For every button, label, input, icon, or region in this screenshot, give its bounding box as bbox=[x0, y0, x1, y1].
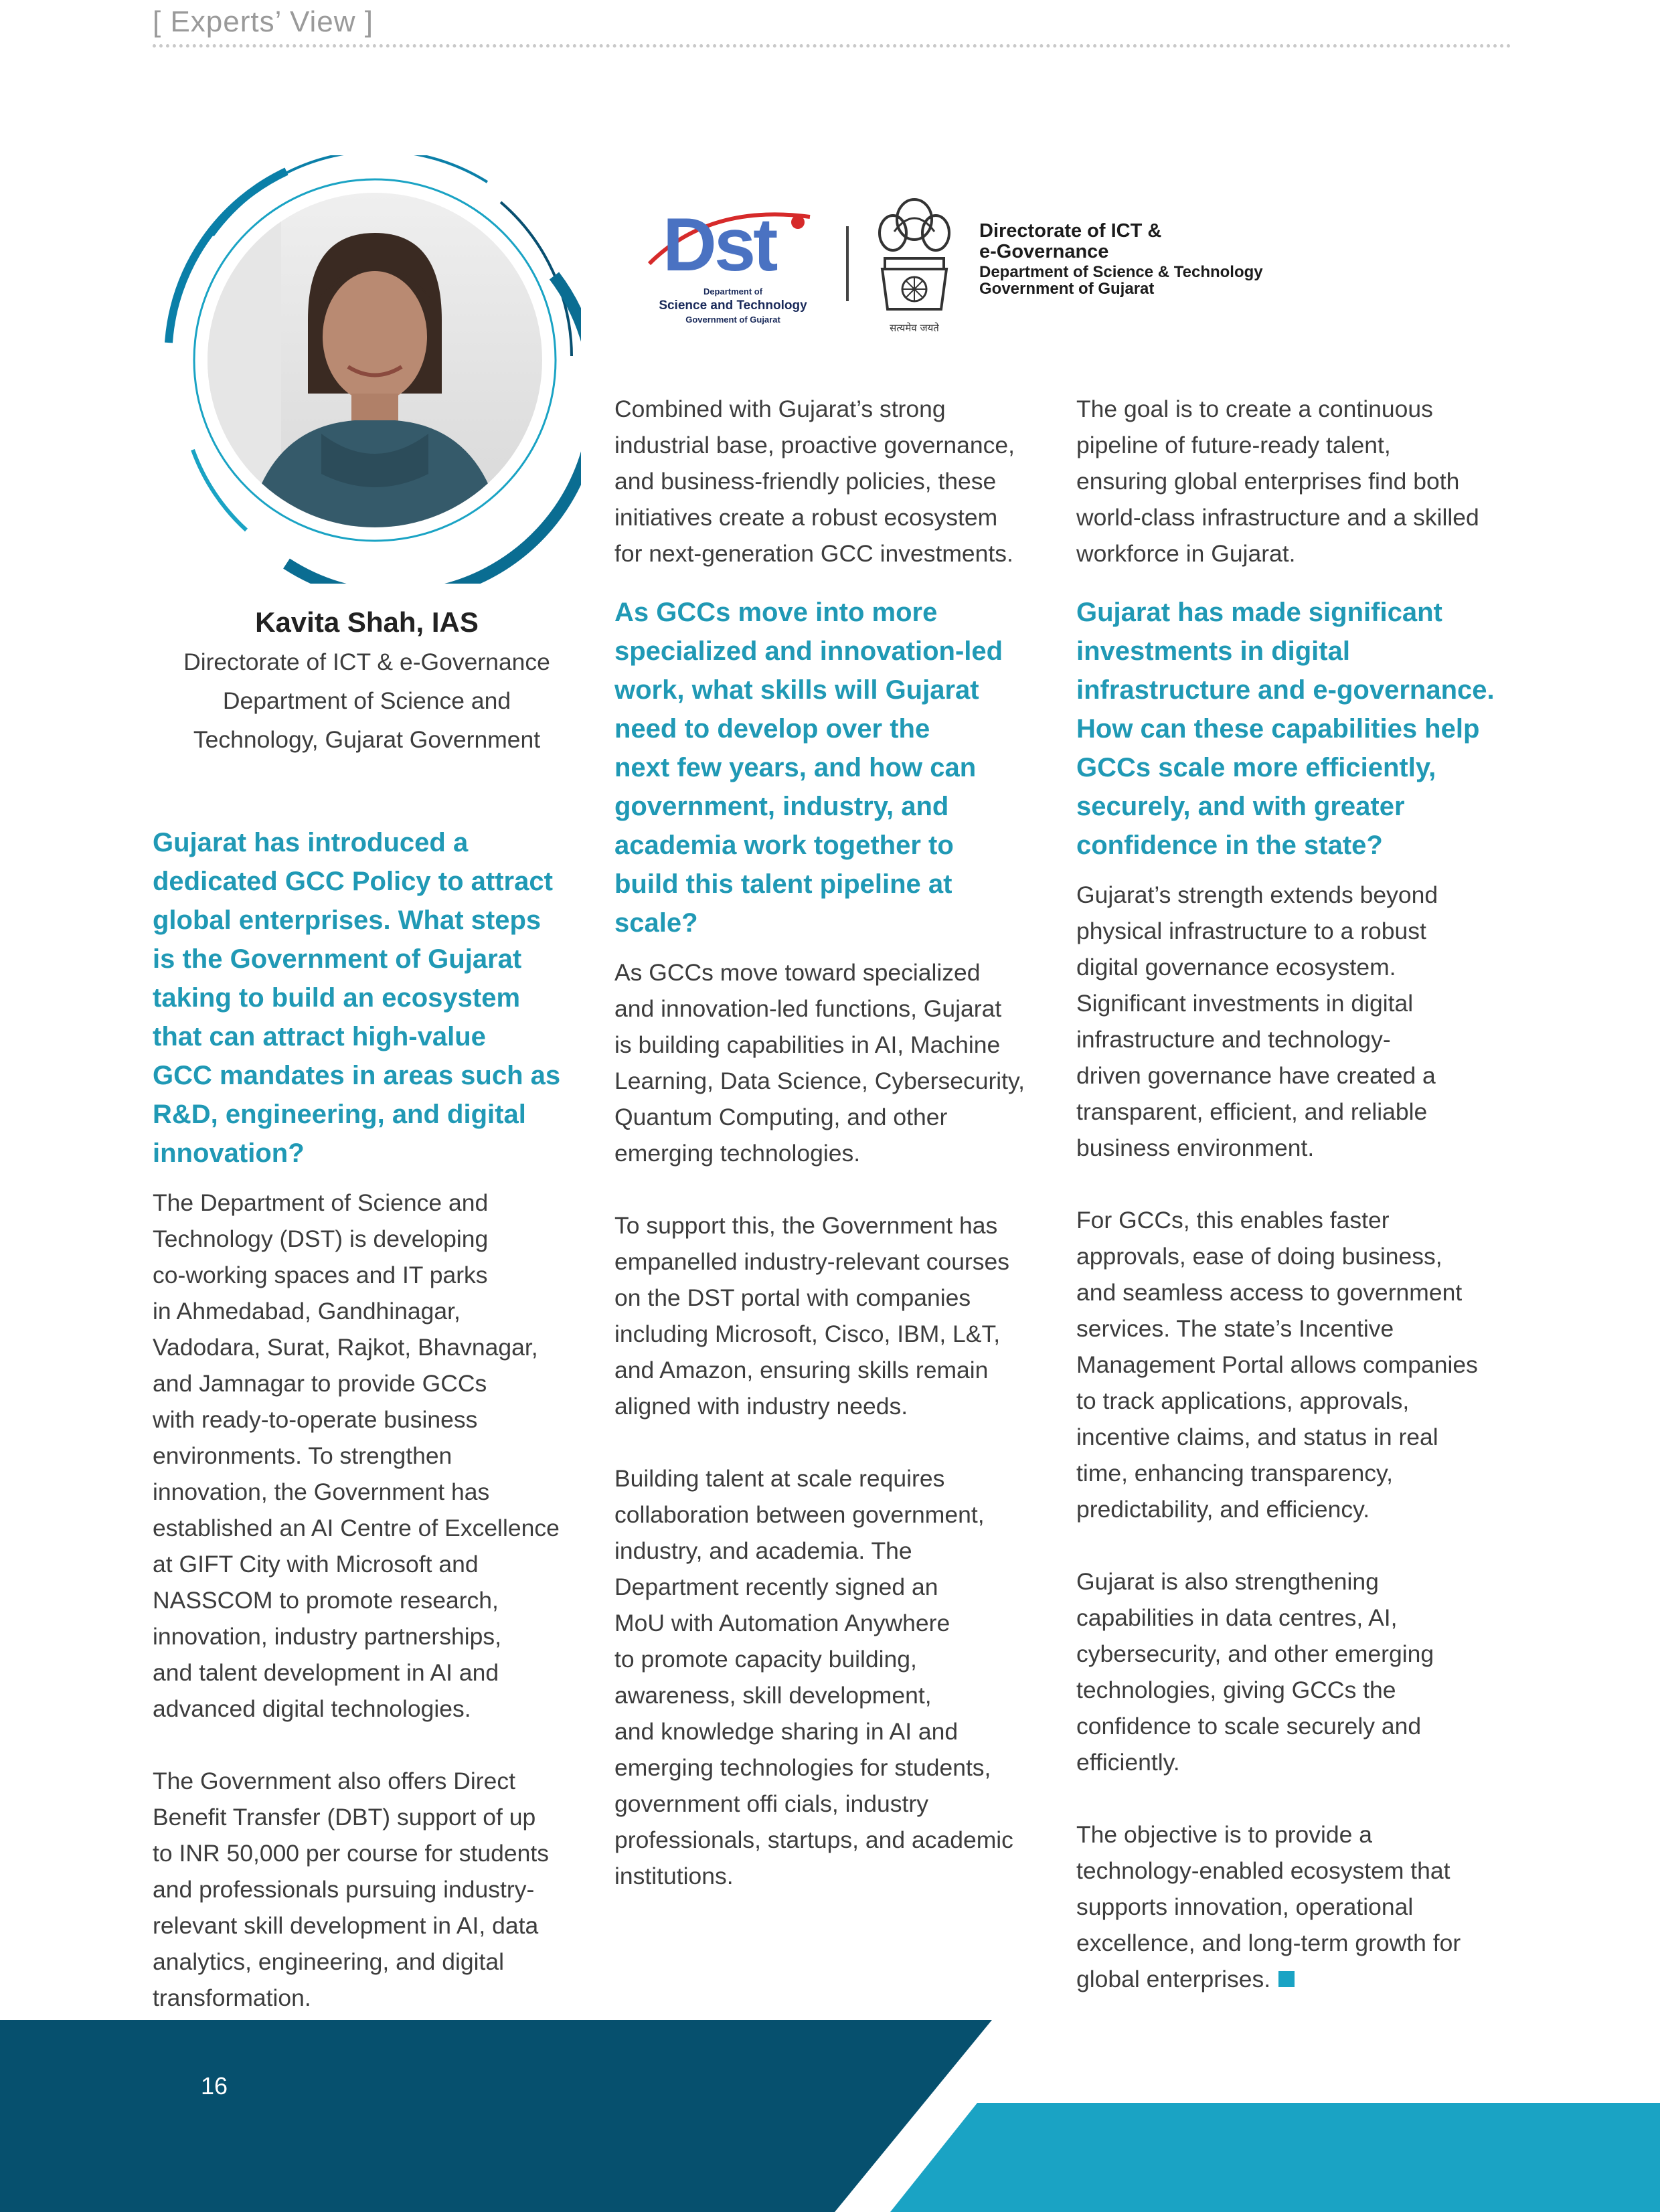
dst-logo bbox=[643, 190, 823, 337]
col3-paragraph-3: Gujarat is also strengthening capabilities in data centres, AI, cybersecurity, and other emerging technologies, giving GCCs the confidence to scale securely and efficiently. bbox=[1076, 1568, 1434, 1776]
portrait bbox=[153, 155, 581, 584]
footer-bands bbox=[0, 2020, 1660, 2212]
org-line-4: Government of Gujarat bbox=[979, 280, 1155, 298]
col2-paragraph-0: Combined with Gujarat’s strong industrial base, proactive governance, and business-friendly policies, these initiatives create a robust ecosystem for next-generation GCC investments. bbox=[614, 396, 1015, 567]
logo-divider bbox=[846, 226, 849, 301]
column-2 bbox=[614, 391, 1056, 1894]
ashoka-emblem-icon bbox=[874, 191, 954, 319]
author-bio bbox=[153, 602, 581, 759]
end-of-article-mark bbox=[1278, 1971, 1295, 1987]
col3-paragraph-1: Gujarat’s strength extends beyond physical infrastructure to a robust digital governance ecosystem. Significant investments in digital infrastructure and technology- driven governance have created a transparent, efficient, and reliable business environment. bbox=[1076, 881, 1438, 1161]
dst-caption-2: Science and Technology bbox=[659, 299, 807, 313]
org-line-1: Directorate of ICT & bbox=[979, 220, 1162, 242]
portrait-photo bbox=[208, 193, 542, 527]
col2-paragraph-3: Building talent at scale requires collaboration between government, industry, and academia. The Department recently signed an MoU with Automation Anywhere to promote capacity building, awareness, skill development, and knowledge sharing in AI and emerging technologies for students, government offi cials, industry professionals, startups, and academic institutions. bbox=[614, 1465, 1013, 1889]
author-line-1: Directorate of ICT & e-Governance bbox=[183, 649, 550, 675]
footer-dark-band bbox=[0, 2020, 992, 2212]
author-line-2: Department of Science and bbox=[222, 687, 511, 714]
col2-paragraph-2: To support this, the Government has empanelled industry-relevant courses on the DST portal with companies including Microsoft, Cisco, IBM, L&T, and Amazon, ensuring skills remain aligned with industry needs. bbox=[614, 1212, 1009, 1420]
section-tag: [ Experts’ View ] bbox=[153, 5, 374, 38]
dst-caption-3: Government of Gujarat bbox=[685, 315, 780, 325]
logo-area bbox=[643, 190, 1299, 337]
dst-caption-1: Department of bbox=[703, 286, 763, 296]
question-2: As GCCs move into more specialized and innovation-led work, what skills will Gujarat need to develop over the next few years, and how can government, industry, and academia work together to build this talent pipeline at scale? bbox=[614, 598, 1003, 938]
col2-paragraph-1: As GCCs move toward specialized and innovation-led functions, Gujarat is building capabilities in AI, Machine Learning, Data Science, Cybersecurity, Quantum Computing, and other emerging technologies. bbox=[614, 959, 1025, 1167]
col1-paragraph-1: The Department of Science and Technology (DST) is developing co-working spaces and IT parks in Ahmedabad, Gandhinagar, Vadodara, Surat, Rajkot, Bhavnagar, and Jamnagar to provide GCCs with ready-to-operate business environments. To strengthen innovation, the Government has established an AI Centre of Excellence at GIFT City with Microsoft and NASSCOM to promote research, innovation, industry partnerships, and talent development in AI and advanced digital technologies. bbox=[153, 1189, 560, 1722]
org-line-2: e-Governance bbox=[979, 241, 1109, 262]
dst-wordmark: Dst bbox=[663, 203, 776, 286]
question-3: Gujarat has made significant investments in digital infrastructure and e-governance. How can these capabilities help GCCs scale more efficiently, securely, and with greater confidence in the state? bbox=[1076, 598, 1495, 860]
col3-paragraph-4 bbox=[1076, 1816, 1518, 1997]
author-name: Kavita Shah, IAS bbox=[255, 606, 479, 638]
col3-paragraph-4-text: The objective is to provide a technology-enabled ecosystem that supports innovation, operational excellence, and long-term growth for global enterprises. bbox=[1076, 1821, 1461, 1992]
col1-paragraph-2: The Government also offers Direct Benefit Transfer (DBT) support of up to INR 50,000 per course for students and professionals pursuing industry- relevant skill development in AI, data analytics, engineering, and digital transformation. bbox=[153, 1768, 549, 2011]
column-1 bbox=[153, 823, 594, 2016]
author-line-3: Technology, Gujarat Government bbox=[193, 726, 541, 753]
footer-light-band bbox=[890, 2103, 1660, 2212]
column-3 bbox=[1076, 391, 1518, 1997]
page-number: 16 bbox=[201, 2072, 228, 2100]
col3-paragraph-2: For GCCs, this enables faster approvals, ease of doing business, and seamless access to government services. The state’s Incentive Management Portal allows companies to track applications, approvals, incentive claims, and status in real time, enhancing transparency, predictability, and efficiency. bbox=[1076, 1207, 1478, 1523]
header-divider bbox=[153, 44, 1511, 48]
state-emblem bbox=[874, 191, 954, 337]
emblem-motto: सत्यमेव जयते bbox=[890, 322, 939, 334]
org-line-3: Department of Science & Technology bbox=[979, 263, 1263, 281]
col3-paragraph-0: The goal is to create a continuous pipeline of future-ready talent, ensuring global enterprises find both world-class infrastructure and a skilled workforce in Gujarat. bbox=[1076, 396, 1479, 567]
question-1: Gujarat has introduced a dedicated GCC Policy to attract global enterprises. What steps is the Government of Gujarat taking to build an ecosystem that can attract high-value GCC mandates in areas such as R&D, engineering, and digital innovation? bbox=[153, 828, 561, 1168]
